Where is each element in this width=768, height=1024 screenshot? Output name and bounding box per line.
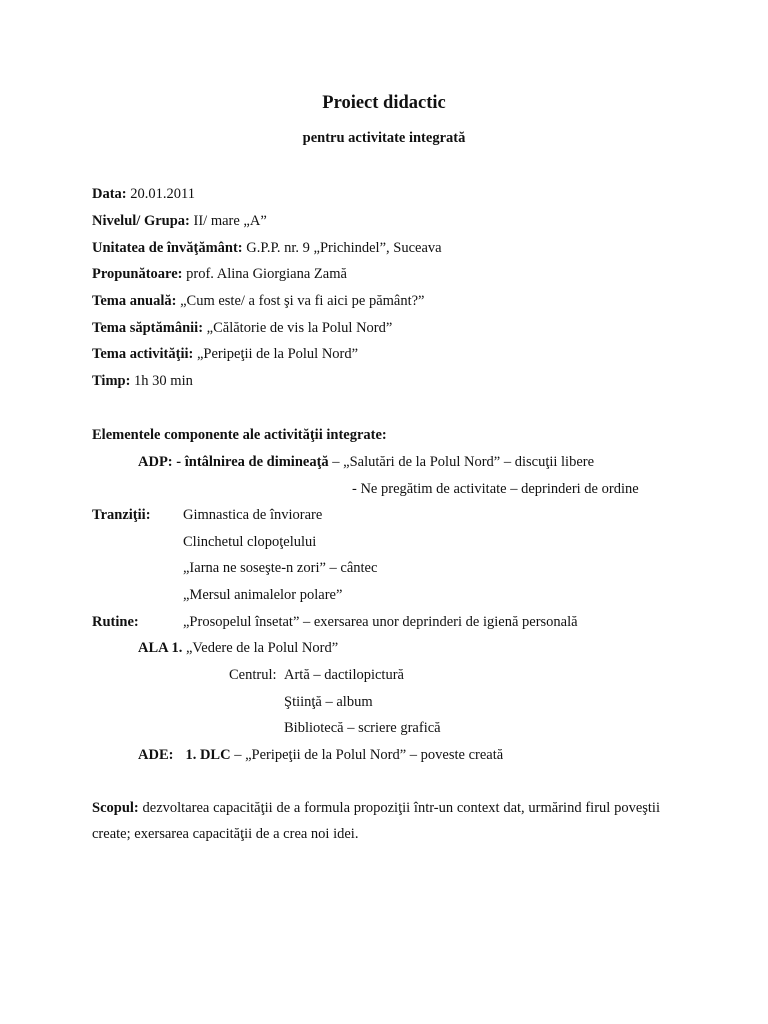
info-value: 20.01.2011 [126,186,195,202]
info-label: Propunătoare: [92,266,183,282]
info-line-date [92,185,195,203]
tranzitie-item: Gimnastica de înviorare [183,507,323,523]
adp-line [138,453,594,471]
info-value: „Cum este/ a fost şi va fi aici pe pământ?” [176,293,425,309]
info-line-teacher [92,265,347,283]
ade-rest: – „Peripeţii de la Polul Nord” – poveste creată [230,747,504,763]
info-value: 1h 30 min [130,373,193,389]
info-value: G.P.P. nr. 9 „Prichindel”, Suceava [242,240,442,256]
rutine-value: „Prosopelul însetat” – exersarea unor deprinderi de igienă personală [183,614,578,630]
info-label: Data: [92,186,127,202]
info-label: Tema anuală: [92,293,177,309]
info-value: prof. Alina Giorgiana Zamă [182,266,347,282]
center-item: Artă – dactilopictură [284,667,404,683]
ala-line [138,639,338,657]
info-value: „Călătorie de vis la Polul Nord” [203,320,393,336]
info-line-school [92,239,442,257]
ade-label: ADE: [138,747,174,763]
info-label: Nivelul/ Grupa: [92,213,190,229]
adp-line-2: - Ne pregătim de activitate – deprinderi de ordine [352,481,639,497]
scopul-label: Scopul: [92,800,139,816]
info-label: Unitatea de învăţământ: [92,240,243,256]
info-line-time [92,372,193,390]
info-label: Tema activităţii: [92,346,194,362]
tranzitii-label: Tranziţii: [92,507,151,523]
info-label: Tema săptămânii: [92,320,204,336]
document-title: Proiect didactic [322,93,446,113]
scopul-text: dezvoltarea capacităţii de a formula propoziţii într-un context dat, urmărind firul poveştii create; exersarea capacităţii de a crea noi idei. [92,800,660,842]
center-item: Ştiinţă – album [284,694,373,710]
ala-value: „Vedere de la Polul Nord” [182,640,339,656]
info-line-weekly-theme [92,319,392,337]
tranzitie-item: „Mersul animalelor polare” [183,587,343,603]
info-value: II/ mare „A” [189,213,267,229]
tranzitie-item: Clinchetul clopoţelului [183,534,317,550]
info-line-annual-theme [92,292,425,310]
info-value: „Peripeţii de la Polul Nord” [193,346,359,362]
adp-prefix: - [172,454,185,470]
tranzitie-item: „Iarna ne soseşte-n zori” – cântec [183,560,378,576]
info-line-activity-theme [92,345,358,363]
centrul-label: Centrul: [229,667,277,683]
adp-bold: întâlnirea de dimineaţă [184,454,329,470]
ala-label: ALA 1. [138,640,183,656]
adp-rest: – „Salutări de la Polul Nord” – discuţii libere [328,454,595,470]
ade-line [138,746,503,764]
document-subtitle: pentru activitate integrată [302,130,466,146]
adp-label: ADP: [138,454,173,470]
ade-bold: 1. DLC [185,747,231,763]
info-line-level [92,212,267,230]
scopul-paragraph [92,795,660,847]
center-item: Bibliotecă – scriere grafică [284,720,441,736]
info-label: Timp: [92,373,131,389]
elements-heading: Elementele componente ale activităţii integrate: [92,427,387,443]
rutine-label: Rutine: [92,614,139,630]
